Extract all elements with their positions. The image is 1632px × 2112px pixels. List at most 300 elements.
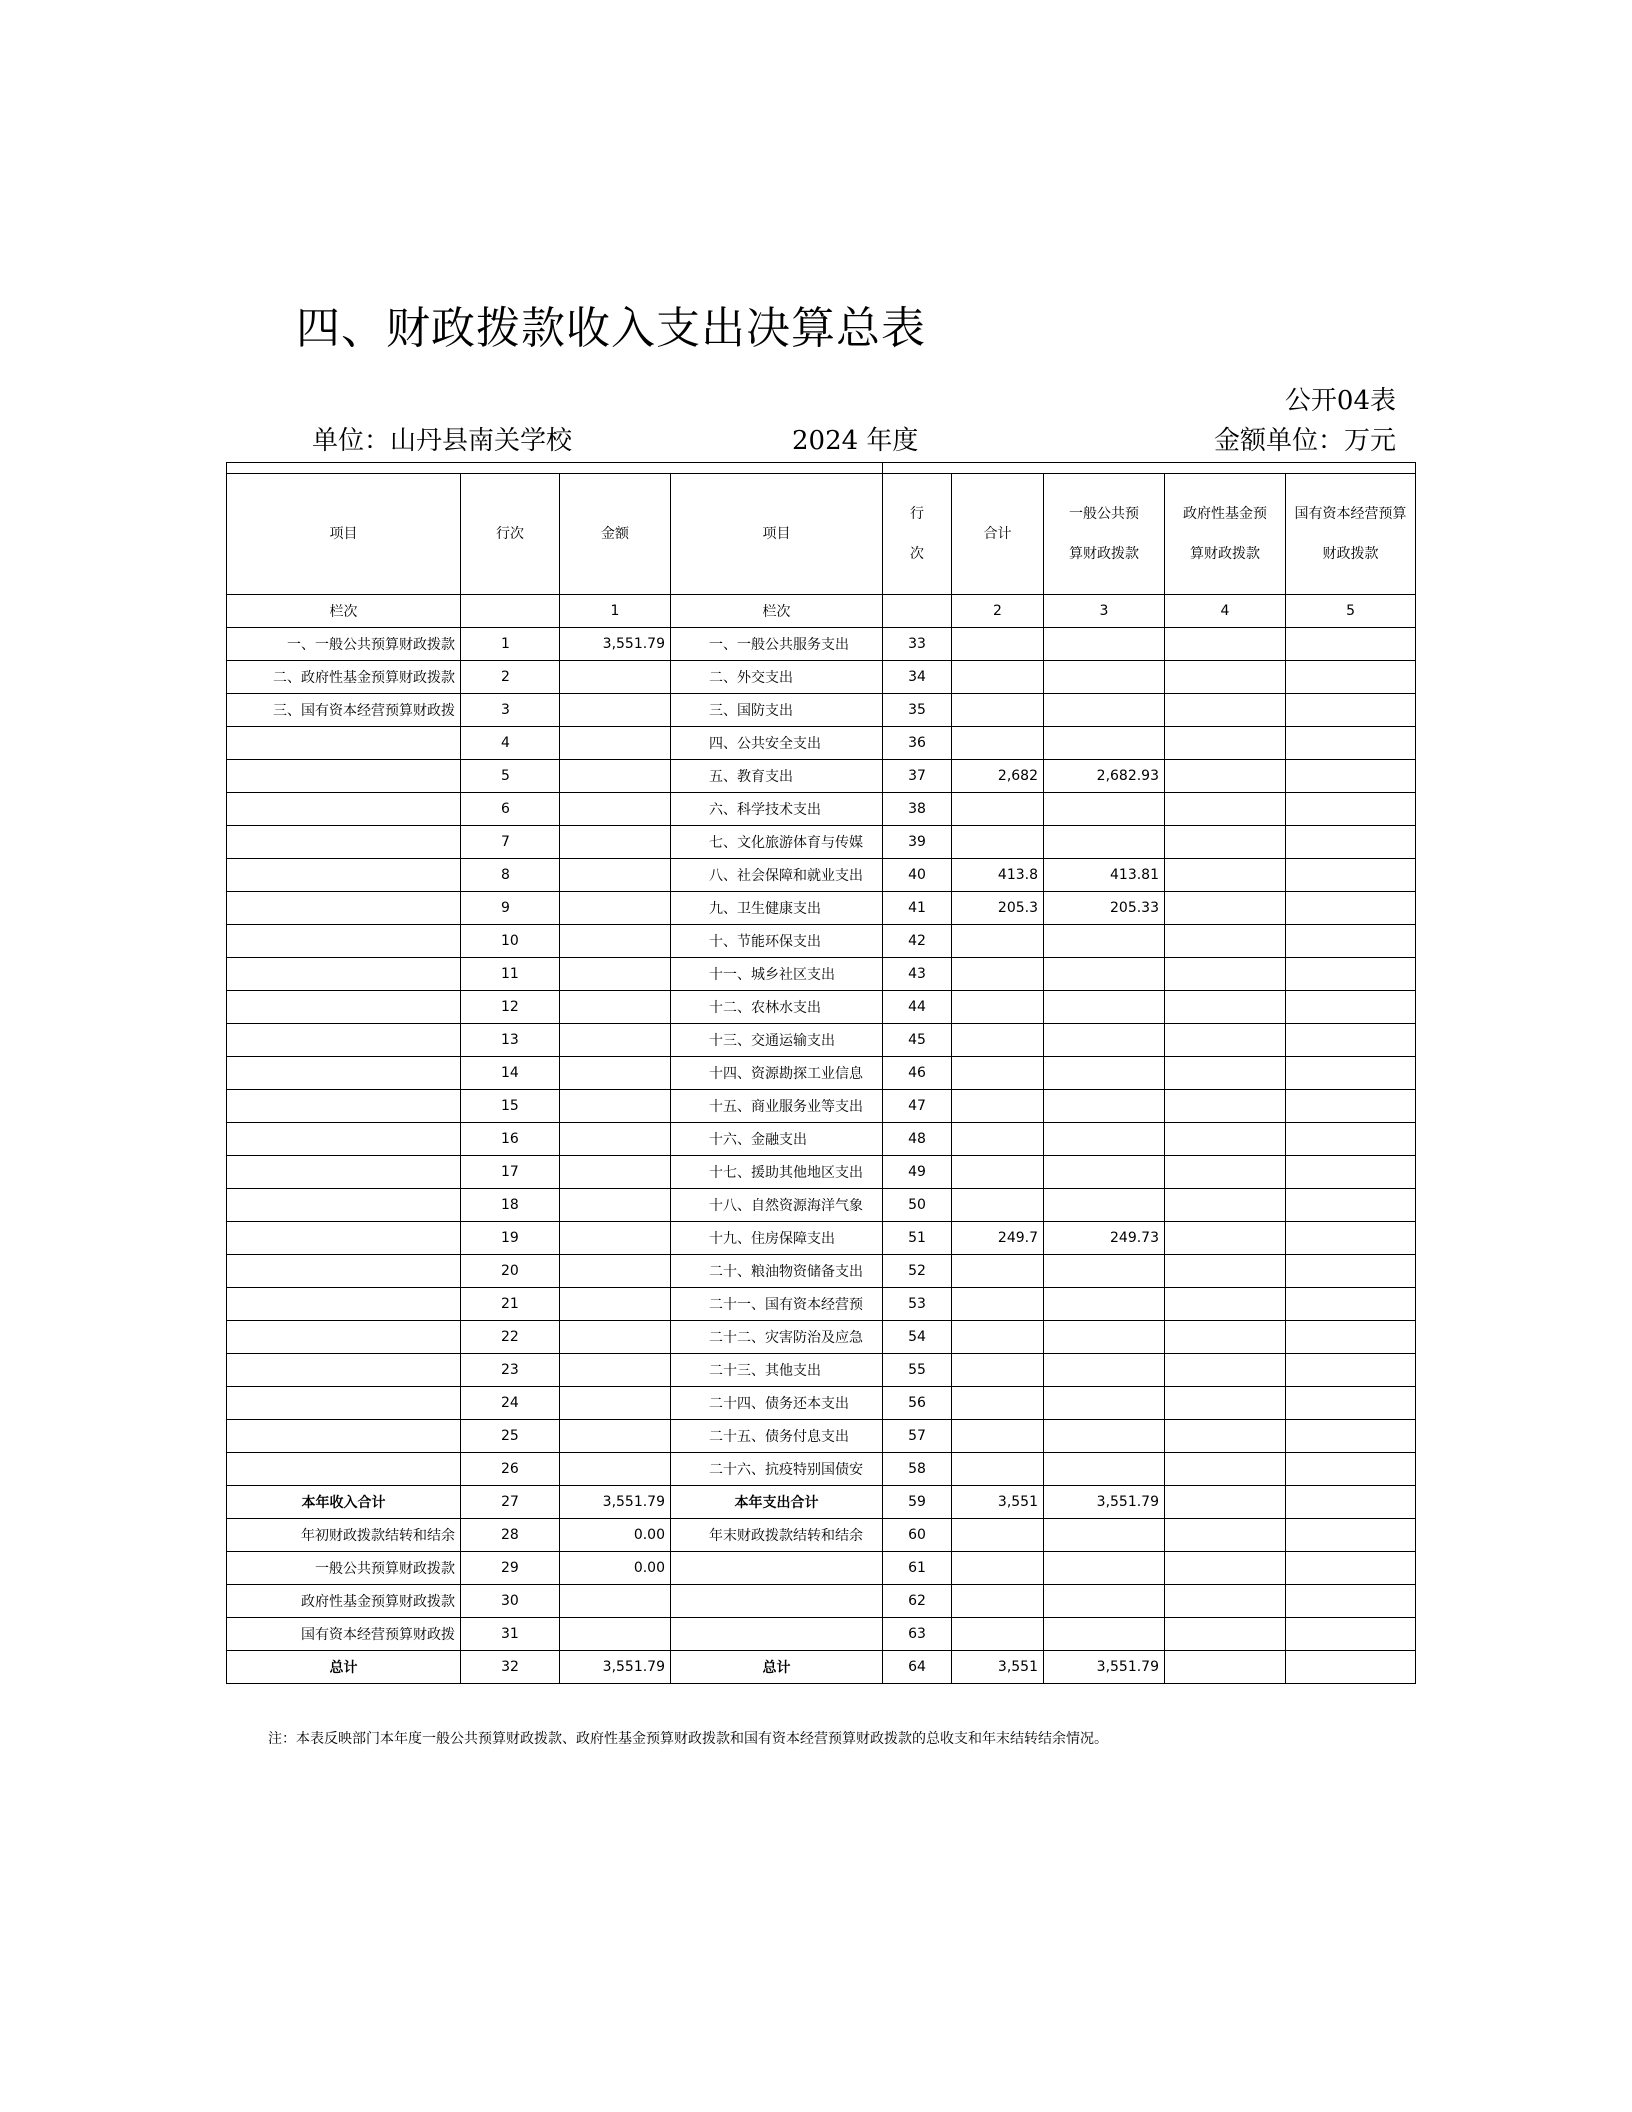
expense-fund (1165, 1057, 1286, 1090)
expense-state (1286, 991, 1416, 1024)
income-amount (560, 1618, 671, 1651)
income-amount (560, 859, 671, 892)
unit-label: 单位：山丹县南关学校 (312, 426, 573, 456)
expense-total (952, 1519, 1044, 1552)
expense-item: 一、一般公共服务支出 (671, 628, 883, 661)
income-amount: 3,551.79 (560, 1486, 671, 1519)
expense-state (1286, 793, 1416, 826)
expense-item: 二十、粮油物资储备支出 (671, 1255, 883, 1288)
expense-item (671, 1618, 883, 1651)
income-item (227, 1387, 461, 1420)
expense-state (1286, 1453, 1416, 1486)
expense-item: 十、节能环保支出 (671, 925, 883, 958)
income-line-no: 28 (461, 1519, 560, 1552)
expense-total (952, 925, 1044, 958)
expense-state (1286, 694, 1416, 727)
expense-state (1286, 1354, 1416, 1387)
income-item (227, 760, 461, 793)
income-line-no: 24 (461, 1387, 560, 1420)
col-3: 3 (1044, 595, 1165, 628)
table-row (227, 826, 1416, 859)
income-item (227, 925, 461, 958)
table-row (227, 1552, 1416, 1585)
expense-general (1044, 991, 1165, 1024)
table-row (227, 1189, 1416, 1222)
income-line-no: 8 (461, 859, 560, 892)
expense-total (952, 694, 1044, 727)
income-line-no: 23 (461, 1354, 560, 1387)
income-line-no: 22 (461, 1321, 560, 1354)
expense-state (1286, 925, 1416, 958)
appropriation-table (226, 462, 1416, 1684)
expense-general (1044, 1321, 1165, 1354)
income-amount: 0.00 (560, 1552, 671, 1585)
expense-general (1044, 1420, 1165, 1453)
expense-line-no: 51 (883, 1222, 952, 1255)
expense-fund (1165, 1387, 1286, 1420)
expense-item: 十八、自然资源海洋气象 (671, 1189, 883, 1222)
expense-line-no: 60 (883, 1519, 952, 1552)
income-item (227, 1255, 461, 1288)
expense-fund (1165, 793, 1286, 826)
expense-item: 四、公共安全支出 (671, 727, 883, 760)
expense-line-no: 62 (883, 1585, 952, 1618)
expense-fund (1165, 760, 1286, 793)
expense-general (1044, 661, 1165, 694)
expense-general (1044, 694, 1165, 727)
income-line-no: 13 (461, 1024, 560, 1057)
income-amount (560, 1156, 671, 1189)
expense-state (1286, 1024, 1416, 1057)
income-item (227, 1354, 461, 1387)
income-item (227, 1057, 461, 1090)
income-amount (560, 1321, 671, 1354)
expense-general (1044, 1453, 1165, 1486)
income-amount (560, 1090, 671, 1123)
income-item: 一、一般公共预算财政拨款 (227, 628, 461, 661)
table-row (227, 1519, 1416, 1552)
expense-item: 十七、援助其他地区支出 (671, 1156, 883, 1189)
income-item (227, 826, 461, 859)
income-item (227, 1453, 461, 1486)
expense-total: 3,551 (952, 1486, 1044, 1519)
table-row (227, 793, 1416, 826)
expense-state (1286, 727, 1416, 760)
expense-fund (1165, 1321, 1286, 1354)
expense-fund (1165, 694, 1286, 727)
expense-total (952, 1090, 1044, 1123)
expense-item: 十五、商业服务业等支出 (671, 1090, 883, 1123)
expense-general: 205.33 (1044, 892, 1165, 925)
page-title: 四、财政拨款收入支出决算总表 (296, 303, 926, 354)
header-fund: 政府性基金预算财政拨款 (1165, 474, 1286, 595)
expense-line-no: 36 (883, 727, 952, 760)
expense-general (1044, 1288, 1165, 1321)
expense-item: 十二、农林水支出 (671, 991, 883, 1024)
expense-general (1044, 1354, 1165, 1387)
expense-item: 二十一、国有资本经营预 (671, 1288, 883, 1321)
expense-line-no: 57 (883, 1420, 952, 1453)
expense-total (952, 1057, 1044, 1090)
income-line-no: 2 (461, 661, 560, 694)
form-number: 公开04表 (1284, 386, 1396, 416)
expense-fund (1165, 1453, 1286, 1486)
income-amount (560, 1024, 671, 1057)
income-amount (560, 793, 671, 826)
expense-line-no: 58 (883, 1453, 952, 1486)
income-line-no: 4 (461, 727, 560, 760)
col-5: 5 (1286, 595, 1416, 628)
expense-fund (1165, 991, 1286, 1024)
income-item: 本年收入合计 (227, 1486, 461, 1519)
expense-line-no: 59 (883, 1486, 952, 1519)
header-item-2: 项目 (671, 474, 883, 595)
expense-line-no: 45 (883, 1024, 952, 1057)
income-amount (560, 1222, 671, 1255)
expense-fund (1165, 1024, 1286, 1057)
table-row (227, 1156, 1416, 1189)
income-item (227, 1189, 461, 1222)
col-4: 4 (1165, 595, 1286, 628)
expense-fund (1165, 859, 1286, 892)
expense-general: 3,551.79 (1044, 1651, 1165, 1684)
income-line-no: 27 (461, 1486, 560, 1519)
expense-line-no: 41 (883, 892, 952, 925)
income-amount (560, 1585, 671, 1618)
expense-total (952, 991, 1044, 1024)
expense-line-no: 56 (883, 1387, 952, 1420)
expense-general (1044, 628, 1165, 661)
expense-total (952, 1024, 1044, 1057)
col-label-2: 栏次 (671, 595, 883, 628)
expense-line-no: 48 (883, 1123, 952, 1156)
income-line-no: 14 (461, 1057, 560, 1090)
expense-item: 二十三、其他支出 (671, 1354, 883, 1387)
expense-total (952, 1552, 1044, 1585)
expense-fund (1165, 1420, 1286, 1453)
expense-fund (1165, 925, 1286, 958)
col-blank-2 (883, 595, 952, 628)
income-item (227, 1321, 461, 1354)
table-row (227, 1123, 1416, 1156)
expense-state (1286, 1552, 1416, 1585)
expense-item: 二十六、抗疫特别国债安 (671, 1453, 883, 1486)
expense-general: 413.81 (1044, 859, 1165, 892)
expense-state (1286, 1222, 1416, 1255)
income-amount (560, 1189, 671, 1222)
year-label: 2024 年度 (792, 426, 919, 456)
expense-fund (1165, 826, 1286, 859)
income-line-no: 5 (461, 760, 560, 793)
expense-general: 249.73 (1044, 1222, 1165, 1255)
income-line-no: 10 (461, 925, 560, 958)
expense-fund (1165, 1189, 1286, 1222)
income-item (227, 1420, 461, 1453)
table-row (227, 1387, 1416, 1420)
income-item: 三、国有资本经营预算财政拨 (227, 694, 461, 727)
expense-total (952, 1585, 1044, 1618)
income-item: 总计 (227, 1651, 461, 1684)
expense-total (952, 1354, 1044, 1387)
expense-state (1286, 1090, 1416, 1123)
expense-item: 九、卫生健康支出 (671, 892, 883, 925)
expense-fund (1165, 1618, 1286, 1651)
income-amount: 3,551.79 (560, 1651, 671, 1684)
income-line-no: 21 (461, 1288, 560, 1321)
income-line-no: 1 (461, 628, 560, 661)
table-row (227, 1651, 1416, 1684)
expense-state (1286, 1123, 1416, 1156)
header-item: 项目 (227, 474, 461, 595)
expense-item: 二十二、灾害防治及应急 (671, 1321, 883, 1354)
expense-line-no: 40 (883, 859, 952, 892)
table-row (227, 925, 1416, 958)
expense-state (1286, 892, 1416, 925)
expense-line-no: 64 (883, 1651, 952, 1684)
income-line-no: 18 (461, 1189, 560, 1222)
expense-state (1286, 1486, 1416, 1519)
expense-general (1044, 1255, 1165, 1288)
table-row (227, 727, 1416, 760)
expense-line-no: 61 (883, 1552, 952, 1585)
income-item (227, 1024, 461, 1057)
income-item (227, 793, 461, 826)
expense-state (1286, 1189, 1416, 1222)
income-amount: 0.00 (560, 1519, 671, 1552)
expense-state (1286, 826, 1416, 859)
income-amount (560, 1255, 671, 1288)
income-item (227, 1222, 461, 1255)
expense-item: 十一、城乡社区支出 (671, 958, 883, 991)
expense-total: 205.3 (952, 892, 1044, 925)
expense-line-no: 43 (883, 958, 952, 991)
expense-item: 年末财政拨款结转和结余 (671, 1519, 883, 1552)
expense-line-no: 47 (883, 1090, 952, 1123)
expense-general (1044, 1618, 1165, 1651)
expense-total (952, 1189, 1044, 1222)
table-row (227, 1321, 1416, 1354)
expense-line-no: 46 (883, 1057, 952, 1090)
expense-item: 三、国防支出 (671, 694, 883, 727)
expense-state (1286, 1618, 1416, 1651)
income-amount (560, 1420, 671, 1453)
expense-item: 本年支出合计 (671, 1486, 883, 1519)
expense-state (1286, 1585, 1416, 1618)
expense-item: 二十四、债务还本支出 (671, 1387, 883, 1420)
income-line-no: 16 (461, 1123, 560, 1156)
expense-line-no: 53 (883, 1288, 952, 1321)
income-line-no: 17 (461, 1156, 560, 1189)
expense-total (952, 958, 1044, 991)
expense-total (952, 661, 1044, 694)
expense-line-no: 37 (883, 760, 952, 793)
table-row (227, 892, 1416, 925)
expense-general (1044, 1519, 1165, 1552)
expense-item (671, 1552, 883, 1585)
income-item: 二、政府性基金预算财政拨款 (227, 661, 461, 694)
income-item (227, 991, 461, 1024)
income-amount (560, 1387, 671, 1420)
income-amount (560, 1354, 671, 1387)
expense-total (952, 1156, 1044, 1189)
expense-general (1044, 727, 1165, 760)
income-amount (560, 1288, 671, 1321)
expense-general (1044, 1024, 1165, 1057)
income-item: 政府性基金预算财政拨款 (227, 1585, 461, 1618)
table-row (227, 1420, 1416, 1453)
income-line-no: 32 (461, 1651, 560, 1684)
expense-line-no: 34 (883, 661, 952, 694)
table-row (227, 1255, 1416, 1288)
expense-line-no: 42 (883, 925, 952, 958)
expense-total (952, 727, 1044, 760)
income-line-no: 11 (461, 958, 560, 991)
col-label: 栏次 (227, 595, 461, 628)
expense-fund (1165, 1519, 1286, 1552)
expense-general (1044, 1057, 1165, 1090)
header-state: 国有资本经营预算财政拨款 (1286, 474, 1416, 595)
column-number-row (227, 595, 1416, 628)
expense-line-no: 49 (883, 1156, 952, 1189)
income-line-no: 15 (461, 1090, 560, 1123)
expense-general (1044, 1585, 1165, 1618)
income-item (227, 1288, 461, 1321)
income-amount (560, 892, 671, 925)
expense-fund (1165, 1156, 1286, 1189)
expense-fund (1165, 1552, 1286, 1585)
expense-fund (1165, 1222, 1286, 1255)
header-line-no-2: 行次 (883, 474, 952, 595)
income-line-no: 3 (461, 694, 560, 727)
expense-line-no: 52 (883, 1255, 952, 1288)
income-amount (560, 925, 671, 958)
table-row (227, 1486, 1416, 1519)
col-2: 2 (952, 595, 1044, 628)
income-line-no: 30 (461, 1585, 560, 1618)
expense-state (1286, 1420, 1416, 1453)
expense-line-no: 54 (883, 1321, 952, 1354)
expense-state (1286, 628, 1416, 661)
expense-general: 2,682.93 (1044, 760, 1165, 793)
header-general: 一般公共预算财政拨款 (1044, 474, 1165, 595)
income-item (227, 1090, 461, 1123)
expense-general (1044, 826, 1165, 859)
income-amount (560, 1123, 671, 1156)
income-line-no: 7 (461, 826, 560, 859)
col-1: 1 (560, 595, 671, 628)
income-item: 国有资本经营预算财政拨 (227, 1618, 461, 1651)
expense-total (952, 1288, 1044, 1321)
expense-line-no: 39 (883, 826, 952, 859)
expense-fund (1165, 1354, 1286, 1387)
expense-total (952, 628, 1044, 661)
expense-item: 二十五、债务付息支出 (671, 1420, 883, 1453)
table-row (227, 958, 1416, 991)
expense-general (1044, 925, 1165, 958)
expense-item: 二、外交支出 (671, 661, 883, 694)
expense-total: 249.7 (952, 1222, 1044, 1255)
header-amount: 金额 (560, 474, 671, 595)
expense-fund (1165, 1486, 1286, 1519)
table-row (227, 1618, 1416, 1651)
income-amount (560, 694, 671, 727)
expense-total (952, 1618, 1044, 1651)
expense-total (952, 1321, 1044, 1354)
expense-fund (1165, 1288, 1286, 1321)
expense-state (1286, 1387, 1416, 1420)
expense-state (1286, 760, 1416, 793)
expense-line-no: 35 (883, 694, 952, 727)
expense-total (952, 1387, 1044, 1420)
expense-item: 八、社会保障和就业支出 (671, 859, 883, 892)
income-item: 一般公共预算财政拨款 (227, 1552, 461, 1585)
expense-item: 十四、资源勘探工业信息 (671, 1057, 883, 1090)
footnote: 注：本表反映部门本年度一般公共预算财政拨款、政府性基金预算财政拨款和国有资本经营预算财政拨款的总收支和年末结转结余情况。 (268, 1731, 1108, 1747)
table-row (227, 1354, 1416, 1387)
expense-state (1286, 1057, 1416, 1090)
table-row (227, 1057, 1416, 1090)
expense-item: 五、教育支出 (671, 760, 883, 793)
income-amount (560, 727, 671, 760)
table-row (227, 991, 1416, 1024)
expense-item: 总计 (671, 1651, 883, 1684)
income-amount (560, 1453, 671, 1486)
expense-fund (1165, 1585, 1286, 1618)
income-amount: 3,551.79 (560, 628, 671, 661)
money-unit-label: 金额单位：万元 (1213, 426, 1396, 456)
expense-total: 413.8 (952, 859, 1044, 892)
expense-total (952, 1420, 1044, 1453)
header-total: 合计 (952, 474, 1044, 595)
income-line-no: 6 (461, 793, 560, 826)
income-item (227, 958, 461, 991)
expense-state (1286, 1255, 1416, 1288)
expense-general (1044, 1189, 1165, 1222)
income-line-no: 29 (461, 1552, 560, 1585)
table-row (227, 661, 1416, 694)
table-row (227, 628, 1416, 661)
income-amount (560, 826, 671, 859)
expense-state (1286, 1321, 1416, 1354)
expense-fund (1165, 892, 1286, 925)
expense-item: 六、科学技术支出 (671, 793, 883, 826)
expense-general (1044, 1387, 1165, 1420)
income-line-no: 19 (461, 1222, 560, 1255)
table-row (227, 1288, 1416, 1321)
expense-state (1286, 1156, 1416, 1189)
header-gap-row (227, 463, 1416, 474)
expense-total (952, 1453, 1044, 1486)
income-amount (560, 661, 671, 694)
income-line-no: 20 (461, 1255, 560, 1288)
income-amount (560, 760, 671, 793)
expense-total (952, 1123, 1044, 1156)
expense-line-no: 50 (883, 1189, 952, 1222)
expense-fund (1165, 1651, 1286, 1684)
expense-line-no: 63 (883, 1618, 952, 1651)
expense-fund (1165, 1255, 1286, 1288)
expense-state (1286, 1651, 1416, 1684)
expense-general: 3,551.79 (1044, 1486, 1165, 1519)
expense-general (1044, 1090, 1165, 1123)
col-blank (461, 595, 560, 628)
income-line-no: 25 (461, 1420, 560, 1453)
expense-total: 3,551 (952, 1651, 1044, 1684)
table-row (227, 1585, 1416, 1618)
expense-item: 七、文化旅游体育与传媒 (671, 826, 883, 859)
expense-line-no: 44 (883, 991, 952, 1024)
income-line-no: 9 (461, 892, 560, 925)
